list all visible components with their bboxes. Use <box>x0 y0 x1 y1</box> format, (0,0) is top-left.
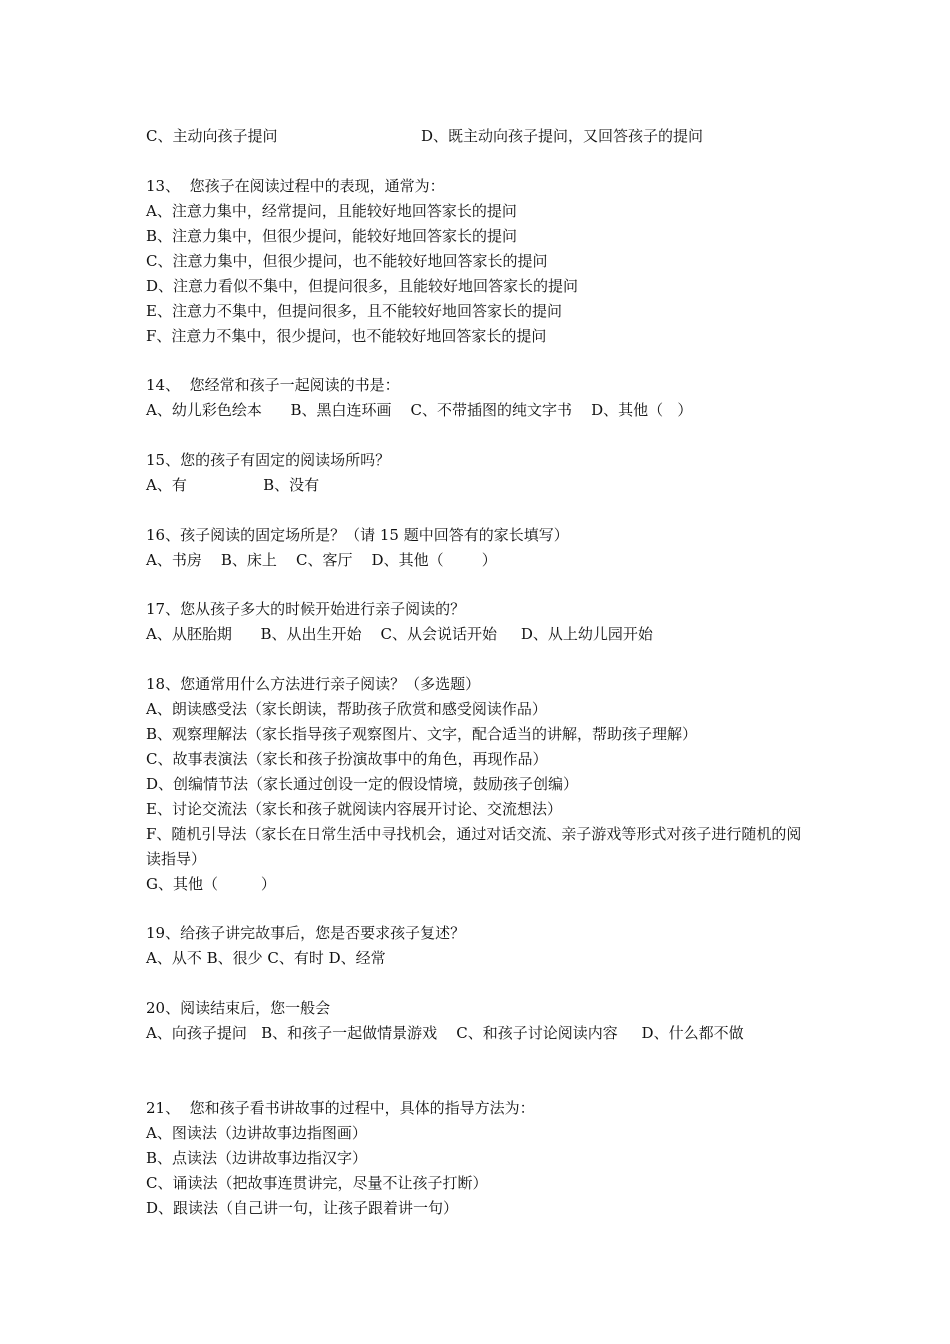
q20-options: A、向孩子提问 B、和孩子一起做情景游戏 C、和孩子讨论阅读内容 D、什么都不做 <box>146 1024 744 1042</box>
q13-option-e: E、注意力不集中，但提问很多，且不能较好地回答家长的提问 <box>146 302 562 320</box>
q12-option-d: D、既主动向孩子提问，又回答孩子的提问 <box>421 127 704 145</box>
q21-option-c: C、诵读法（把故事连贯讲完，尽量不让孩子打断） <box>146 1174 488 1192</box>
q17-question: 17、您从孩子多大的时候开始进行亲子阅读的？ <box>146 600 466 618</box>
q15-options: A、有 B、没有 <box>146 476 320 494</box>
q13-option-a: A、注意力集中，经常提问，且能较好地回答家长的提问 <box>146 202 517 220</box>
q18-option-g: G、其他（ ） <box>146 875 276 893</box>
q13-option-d: D、注意力看似不集中，但提问很多，且能较好地回答家长的提问 <box>146 277 579 295</box>
q21-option-b: B、点读法（边讲故事边指汉字） <box>146 1149 368 1167</box>
q12-option-c: C、主动向孩子提问 <box>146 127 278 145</box>
q21-question: 21、 您和孩子看书讲故事的过程中，具体的指导方法为： <box>146 1099 535 1117</box>
q18-question: 18、您通常用什么方法进行亲子阅读？（多选题） <box>146 675 481 693</box>
q13-option-f: F、注意力不集中，很少提问，也不能较好地回答家长的提问 <box>146 327 547 345</box>
q18-option-f: F、随机引导法（家长在日常生活中寻找机会，通过对话交流、亲子游戏等形式对孩子进行随机的阅读指导） <box>146 825 802 868</box>
q14-options: A、幼儿彩色绘本 B、黑白连环画 C、不带插图的纯文字书 D、其他（ ） <box>146 401 693 419</box>
q18-option-c: C、故事表演法（家长和孩子扮演故事中的角色，再现作品） <box>146 750 548 768</box>
q20-question: 20、阅读结束后，您一般会 <box>146 999 331 1017</box>
q15-question: 15、您的孩子有固定的阅读场所吗？ <box>146 451 391 469</box>
q21-option-d: D、跟读法（自己讲一句，让孩子跟着讲一句） <box>146 1199 459 1217</box>
q18-option-d: D、创编情节法（家长通过创设一定的假设情境，鼓励孩子创编） <box>146 775 579 793</box>
q18-option-b: B、观察理解法（家长指导孩子观察图片、文字，配合适当的讲解，帮助孩子理解） <box>146 725 698 743</box>
q21-option-a: A、图读法（边讲故事边指图画） <box>146 1124 367 1142</box>
q14-question: 14、 您经常和孩子一起阅读的书是： <box>146 376 400 394</box>
q18-option-a: A、朗读感受法（家长朗读，帮助孩子欣赏和感受阅读作品） <box>146 700 547 718</box>
q16-question: 16、孩子阅读的固定场所是？（请 15 题中回答有的家长填写） <box>146 526 569 544</box>
q13-question: 13、 您孩子在阅读过程中的表现，通常为： <box>146 177 445 195</box>
q19-question: 19、给孩子讲完故事后，您是否要求孩子复述？ <box>146 924 466 942</box>
q13-option-c: C、注意力集中，但很少提问，也不能较好地回答家长的提问 <box>146 252 548 270</box>
q16-options: A、书房 B、床上 C、客厅 D、其他（ ） <box>146 551 497 569</box>
q18-option-e: E、讨论交流法（家长和孩子就阅读内容展开讨论、交流想法） <box>146 800 562 818</box>
q17-options: A、从胚胎期 B、从出生开始 C、从会说话开始 D、从上幼儿园开始 <box>146 625 653 643</box>
q19-options: A、从不 B、很少 C、有时 D、经常 <box>146 949 386 967</box>
q13-option-b: B、注意力集中，但很少提问，能较好地回答家长的提问 <box>146 227 518 245</box>
